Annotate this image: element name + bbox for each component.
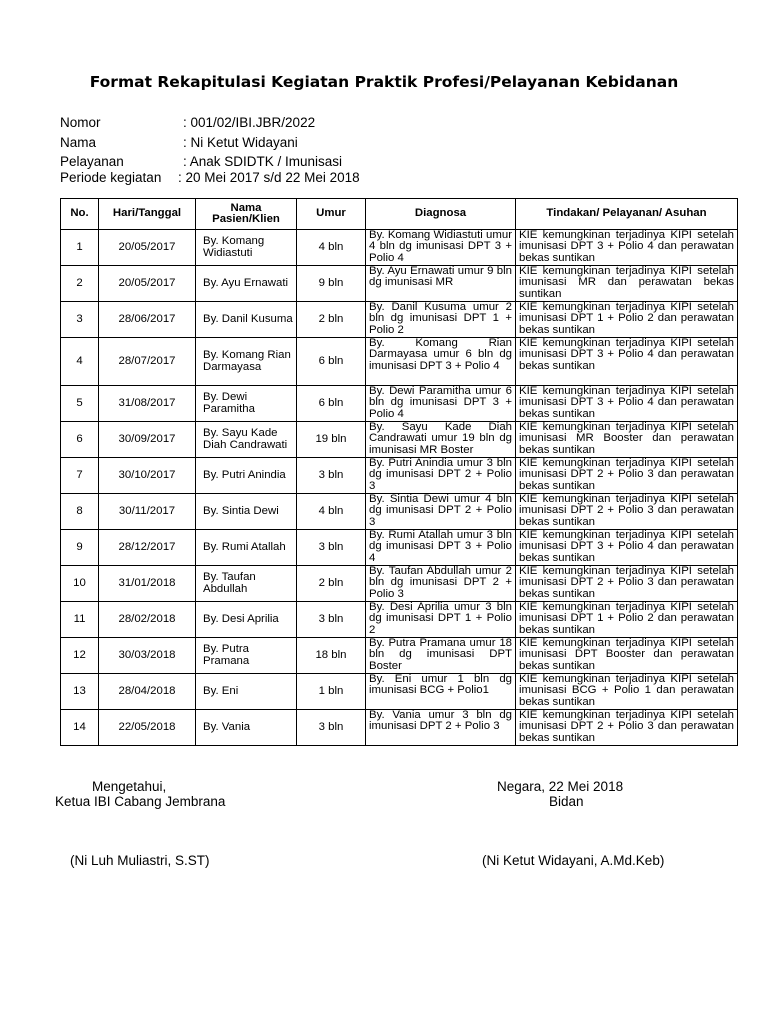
table-row	[61, 638, 738, 674]
row-age: 9 bln	[297, 266, 366, 302]
meta-value-nomor: : 001/02/IBI.JBR/2022	[183, 115, 316, 130]
table-row	[61, 494, 738, 530]
meta-value-periode: : 20 Mei 2017 s/d 22 Mei 2018	[178, 170, 360, 185]
row-no: 11	[61, 602, 99, 638]
row-no: 2	[61, 266, 99, 302]
row-name: By. Rumi Atallah	[196, 530, 297, 566]
row-diagnosa: By. Vania umur 3 bln dg imunisasi DPT 2 + Polio 3	[366, 710, 516, 746]
row-tindakan: KIE kemungkinan terjadinya KIPI setelah imunisasi DPT 2 + Polio 3 dan perawatan bekas suntikan	[516, 458, 738, 494]
row-date: 20/05/2017	[99, 266, 196, 302]
row-date: 31/01/2018	[99, 566, 196, 602]
row-tindakan: KIE kemungkinan terjadinya KIPI setelah imunisasi DPT 3 + Polio 4 dan perawatan bekas suntikan	[516, 530, 738, 566]
row-tindakan: KIE kemungkinan terjadinya KIPI setelah imunisasi DPT Booster dan perawatan bekas suntikan	[516, 638, 738, 674]
meta-label-nama: Nama	[60, 135, 97, 150]
left-sign-role: Ketua IBI Cabang Jembrana	[55, 794, 226, 809]
row-age: 2 bln	[297, 302, 366, 338]
header-tindakan: Tindakan/ Pelayanan/ Asuhan	[516, 199, 738, 230]
meta-label-nomor: Nomor	[60, 115, 101, 130]
header-age: Umur	[297, 199, 366, 230]
row-tindakan: KIE kemungkinan terjadinya KIPI setelah imunisasi MR dan perawatan bekas suntikan	[516, 266, 738, 302]
row-diagnosa: By. Putri Anindia umur 3 bln dg imunisasi DPT 2 + Polio 3	[366, 458, 516, 494]
row-age: 6 bln	[297, 338, 366, 386]
row-diagnosa: By. Sintia Dewi umur 4 bln dg imunisasi DPT 2 + Polio 3	[366, 494, 516, 530]
header-name: Nama Pasien/Klien	[196, 199, 297, 230]
row-age: 3 bln	[297, 530, 366, 566]
row-name: By. Sintia Dewi	[196, 494, 297, 530]
row-name: By. Vania	[196, 710, 297, 746]
table-row	[61, 458, 738, 494]
table-row	[61, 530, 738, 566]
table-row	[61, 566, 738, 602]
row-date: 22/05/2018	[99, 710, 196, 746]
row-date: 28/04/2018	[99, 674, 196, 710]
table-row	[61, 422, 738, 458]
row-date: 28/02/2018	[99, 602, 196, 638]
row-age: 6 bln	[297, 386, 366, 422]
table-header-row	[61, 199, 738, 230]
row-no: 1	[61, 230, 99, 266]
row-age: 4 bln	[297, 230, 366, 266]
row-date: 30/03/2018	[99, 638, 196, 674]
row-age: 18 bln	[297, 638, 366, 674]
right-sign-name: (Ni Ketut Widayani, A.Md.Keb)	[482, 853, 665, 868]
rekap-table	[60, 198, 738, 746]
table-row	[61, 338, 738, 386]
row-age: 19 bln	[297, 422, 366, 458]
meta-value-pelayanan: : Anak SDIDTK / Imunisasi	[183, 154, 343, 169]
row-no: 3	[61, 302, 99, 338]
row-date: 28/12/2017	[99, 530, 196, 566]
row-tindakan: KIE kemungkinan terjadinya KIPI setelah imunisasi BCG + Polio 1 dan perawatan bekas suntikan	[516, 674, 738, 710]
header-diagnosa: Diagnosa	[366, 199, 516, 230]
document-title: Format Rekapitulasi Kegiatan Praktik Profesi/Pelayanan Kebidanan	[89, 73, 679, 91]
row-date: 28/07/2017	[99, 338, 196, 386]
row-age: 2 bln	[297, 566, 366, 602]
meta-value-nama: : Ni Ketut Widayani	[183, 135, 298, 150]
row-name: By. Eni	[196, 674, 297, 710]
row-no: 14	[61, 710, 99, 746]
row-age: 3 bln	[297, 602, 366, 638]
meta-label-periode: Periode kegiatan	[60, 170, 162, 185]
row-diagnosa: By. Taufan Abdullah umur 2 bln dg imunisasi DPT 2 + Polio 3	[366, 566, 516, 602]
row-diagnosa: By. Danil Kusuma umur 2 bln dg imunisasi DPT 1 + Polio 2	[366, 302, 516, 338]
row-age: 3 bln	[297, 710, 366, 746]
row-date: 31/08/2017	[99, 386, 196, 422]
row-name: By. Taufan Abdullah	[196, 566, 297, 602]
row-tindakan: KIE kemungkinan terjadinya KIPI setelah imunisasi DPT 2 + Polio 3 dan perawatan bekas suntikan	[516, 566, 738, 602]
table-row	[61, 602, 738, 638]
row-name: By. Sayu Kade Diah Candrawati	[196, 422, 297, 458]
row-tindakan: KIE kemungkinan terjadinya KIPI setelah imunisasi DPT 2 + Polio 3 dan perawatan bekas suntikan	[516, 710, 738, 746]
row-no: 10	[61, 566, 99, 602]
table-row	[61, 674, 738, 710]
row-no: 5	[61, 386, 99, 422]
row-diagnosa: By. Putra Pramana umur 18 bln dg imunisasi DPT Boster	[366, 638, 516, 674]
row-tindakan: KIE kemungkinan terjadinya KIPI setelah imunisasi DPT 1 + Polio 2 dan perawatan bekas suntikan	[516, 302, 738, 338]
row-diagnosa: By. Ayu Ernawati umur 9 bln dg imunisasi MR	[366, 266, 516, 302]
row-diagnosa: By. Rumi Atallah umur 3 bln dg imunisasi DPT 3 + Polio 4	[366, 530, 516, 566]
row-name: By. Danil Kusuma	[196, 302, 297, 338]
row-no: 7	[61, 458, 99, 494]
row-name: By. Dewi Paramitha	[196, 386, 297, 422]
right-sign-place-date: Negara, 22 Mei 2018	[497, 779, 624, 794]
table-row	[61, 386, 738, 422]
table-row	[61, 230, 738, 266]
header-date: Hari/Tanggal	[99, 199, 196, 230]
row-tindakan: KIE kemungkinan terjadinya KIPI setelah imunisasi DPT 2 + Polio 3 dan perawatan bekas suntikan	[516, 494, 738, 530]
row-diagnosa: By. Komang Widiastuti umur 4 bln dg imunisasi DPT 3 + Polio 4	[366, 230, 516, 266]
row-tindakan: KIE kemungkinan terjadinya KIPI setelah imunisasi DPT 3 + Polio 4 dan perawatan bekas suntikan	[516, 338, 738, 386]
row-diagnosa: By. Sayu Kade Diah Candrawati umur 19 bln dg imunisasi MR Boster	[366, 422, 516, 458]
row-name: By. Desi Aprilia	[196, 602, 297, 638]
row-no: 8	[61, 494, 99, 530]
row-no: 4	[61, 338, 99, 386]
row-no: 13	[61, 674, 99, 710]
row-age: 1 bln	[297, 674, 366, 710]
table-row	[61, 710, 738, 746]
row-age: 4 bln	[297, 494, 366, 530]
row-diagnosa: By. Desi Aprilia umur 3 bln dg imunisasi DPT 1 + Polio 2	[366, 602, 516, 638]
row-tindakan: KIE kemungkinan terjadinya KIPI setelah imunisasi MR Booster dan perawatan bekas suntikan	[516, 422, 738, 458]
row-date: 30/10/2017	[99, 458, 196, 494]
row-tindakan: KIE kemungkinan terjadinya KIPI setelah imunisasi DPT 3 + Polio 4 dan perawatan bekas suntikan	[516, 386, 738, 422]
row-name: By. Komang Widiastuti	[196, 230, 297, 266]
row-no: 12	[61, 638, 99, 674]
row-date: 30/11/2017	[99, 494, 196, 530]
row-date: 30/09/2017	[99, 422, 196, 458]
row-name: By. Putra Pramana	[196, 638, 297, 674]
row-no: 9	[61, 530, 99, 566]
row-date: 20/05/2017	[99, 230, 196, 266]
meta-label-pelayanan: Pelayanan	[60, 154, 124, 169]
row-tindakan: KIE kemungkinan terjadinya KIPI setelah imunisasi DPT 3 + Polio 4 dan perawatan bekas suntikan	[516, 230, 738, 266]
meta-block	[60, 115, 460, 190]
row-no: 6	[61, 422, 99, 458]
row-date: 28/06/2017	[99, 302, 196, 338]
row-age: 3 bln	[297, 458, 366, 494]
header-no: No.	[61, 199, 99, 230]
row-tindakan: KIE kemungkinan terjadinya KIPI setelah imunisasi DPT 1 + Polio 2 dan perawatan bekas suntikan	[516, 602, 738, 638]
table-row	[61, 266, 738, 302]
row-diagnosa: By. Eni umur 1 bln dg imunisasi BCG + Polio1	[366, 674, 516, 710]
row-name: By. Putri Anindia	[196, 458, 297, 494]
left-sign-label: Mengetahui,	[92, 779, 167, 794]
left-sign-name: (Ni Luh Muliastri, S.ST)	[70, 853, 210, 868]
row-name: By. Komang Rian Darmayasa	[196, 338, 297, 386]
row-diagnosa: By. Dewi Paramitha umur 6 bln dg imunisasi DPT 3 + Polio 4	[366, 386, 516, 422]
right-sign-role: Bidan	[549, 794, 584, 809]
table-row	[61, 302, 738, 338]
row-name: By. Ayu Ernawati	[196, 266, 297, 302]
row-diagnosa: By. Komang Rian Darmayasa umur 6 bln dg imunisasi DPT 3 + Polio 4	[366, 338, 516, 386]
